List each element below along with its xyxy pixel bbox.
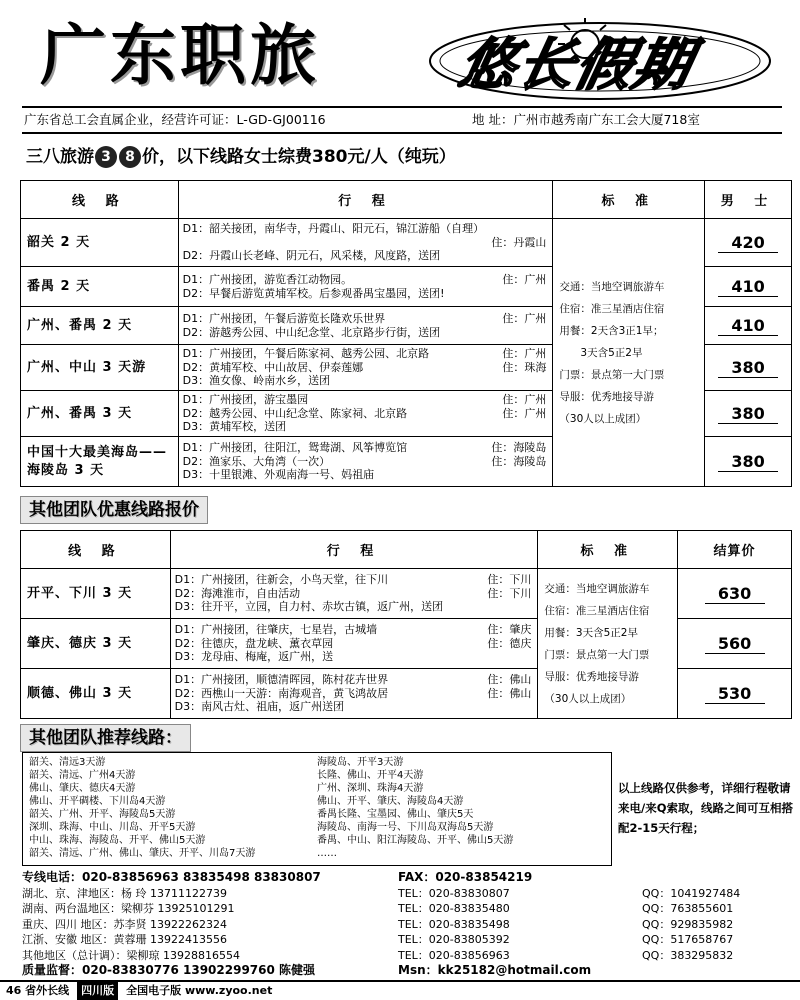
recommended-col-left — [29, 756, 317, 860]
recommended-routes — [22, 752, 612, 866]
list-item: 佛山、肇庆、德庆4天游 — [29, 783, 136, 794]
col-price-male: 男 士 — [705, 181, 792, 219]
itinerary: D1：广州接团，午餐后陈家祠、越秀公园、北京路 住：广州 D2：黄埔军校、中山故居、伊泰莲娜 住：珠海 D3：渔女像、岭南水乡，送团 — [178, 345, 553, 391]
promo-prefix: 三八旅游 — [26, 147, 94, 167]
list-item: 海陵岛、开平3天游 — [317, 757, 404, 768]
list-item: 番禺长隆、宝墨园、佛山、肇庆5天 — [317, 809, 474, 820]
contact-block — [22, 870, 792, 979]
contact-row: 其他地区（总计调）：梁柳琼 13928816554 TEL：020-83856963 QQ：383295832 — [22, 948, 734, 962]
itinerary: D1：广州接团，往阳江，鸳鸯湖、风筝博览馆 住：海陵岛 D2：渔家乐、大角湾（一次） 住：海陵岛 D3：十里银滩、外观南海一号、妈祖庙 — [178, 437, 553, 487]
msn: Msn：kk25182@hotmail.com — [398, 963, 592, 977]
route-name: 广州、番禺 3 天 — [21, 391, 179, 437]
edition-tag: 四川版 — [77, 982, 118, 1000]
section-title-other-routes: 其他团队优惠线路报价 — [20, 496, 208, 524]
col-route: 线 路 — [21, 531, 171, 569]
page-footer — [0, 980, 800, 1000]
quality-supervision: 质量监督：020-83830776 13902299760 陈健强 — [22, 963, 316, 977]
itinerary: D1：广州接团，午餐后游览长隆欢乐世界 住：广州 D2：游越秀公园、中山纪念堂、北京路步行街，送团 — [178, 307, 553, 345]
itinerary: D1：广州接团，往新会，小鸟天堂，往下川 住：下川 D2：海滩淮市，自由活动 住：下川 D3：往开平，立园，自力村、赤坎古镇，返广州，送团 — [170, 569, 538, 619]
header-divider — [22, 106, 782, 108]
promo-digit-2: 8 — [119, 146, 141, 168]
col-settle-price: 结算价 — [678, 531, 792, 569]
price: 420 — [705, 219, 792, 267]
contact-row: 江浙、安徽 地区：黄蓉珊 13922413556 TEL：020-83805392 QQ：517658767 — [22, 933, 734, 946]
promo-suffix: 价，以下线路女士综费380元/人（纯玩） — [142, 147, 456, 167]
list-item: 佛山、开平碉楼、下川岛4天游 — [29, 796, 166, 807]
edition-link[interactable]: 全国电子版 www.zyoo.net — [126, 984, 273, 997]
contact-row: 重庆、四川 地区：苏李贤 13922262324 TEL：020-83835498 QQ：929835982 — [22, 917, 734, 931]
route-table-main — [20, 180, 792, 487]
list-item: 韶关、清远、广州4天游 — [29, 770, 136, 781]
route-name: 韶关 2 天 — [21, 219, 179, 267]
col-standard: 标 准 — [538, 531, 678, 569]
route-name: 肇庆、德庆 3 天 — [21, 619, 171, 669]
price: 410 — [705, 267, 792, 307]
route-name: 广州、番禺 2 天 — [21, 307, 179, 345]
list-item: 长隆、佛山、开平4天游 — [317, 770, 424, 781]
contact-row: 湖南、两台温地区：梁柳芬 13925101291 TEL：020-83835480 QQ：763855601 — [22, 902, 734, 915]
list-item: 深圳、珠海、中山、川岛、开平5天游 — [29, 822, 196, 833]
table-row — [21, 219, 792, 267]
standard-info: 交通：当地空调旅游车 住宿：准三星酒店住宿 用餐：2天含3正1早； 3天含5正2早 门票：景点第一大门票 导服：优秀地接导游 （30人以上成团） — [553, 219, 705, 487]
price: 560 — [678, 619, 792, 669]
itinerary: D1：广州接团，顺德清晖园，陈村花卉世界 住：佛山 D2：西樵山一天游：南海观音，黄飞鸿故居 住：佛山 D3：南风古灶、祖庙，返广州送团 — [170, 669, 538, 719]
price: 410 — [705, 307, 792, 345]
list-item: 韶关、清远3天游 — [29, 757, 106, 768]
list-item: 中山、珠海、海陵岛、开平、佛山5天游 — [29, 835, 206, 846]
info-divider — [22, 132, 782, 134]
col-route: 线 路 — [21, 181, 179, 219]
fax: FAX：020-83854219 — [398, 870, 533, 884]
route-name: 顺德、佛山 3 天 — [21, 669, 171, 719]
col-standard: 标 准 — [553, 181, 705, 219]
itinerary: D1：广州接团，游览香江动物园。 住：广州 D2：早餐后游览黄埔军校。后参观番禺宝墨园，送团! — [178, 267, 553, 307]
price: 380 — [705, 437, 792, 487]
route-name: 番禺 2 天 — [21, 267, 179, 307]
list-item: 番禺、中山、阳江海陵岛、开平、佛山5天游 — [317, 835, 514, 846]
col-itinerary: 行 程 — [178, 181, 553, 219]
itinerary: D1：韶关接团，南华寺，丹霞山、阳元石，锦江游船（自理） 住：丹霞山 D2：丹霞山长老峰、阴元石，风采楼，风度路，送团 — [178, 219, 553, 267]
list-item: …… — [317, 848, 337, 859]
company-address: 地 址：广州市越秀南广东工会大厦718室 — [472, 112, 700, 127]
logo-text: 悠长假期 — [453, 33, 700, 98]
itinerary: D1：广州接团，往肇庆，七星岩，古城墙 住：肇庆 D2：往德庆，盘龙峡、薰衣草园 住：德庆 D3：龙母庙、梅庵，返广州，送 — [170, 619, 538, 669]
list-item: 佛山、开平、肇庆、海陵岛4天游 — [317, 796, 464, 807]
brand-title: 广东职旅 — [40, 17, 320, 94]
company-note: 广东省总工会直属企业，经营许可证：L-GD-GJ00116 — [24, 112, 326, 127]
promo-digit-1: 3 — [95, 146, 117, 168]
price: 380 — [705, 391, 792, 437]
itinerary: D1：广州接团，游宝墨园 住：广州 D2：越秀公园、中山纪念堂、陈家祠、北京路 住：广州 D3：黄埔军校，送团 — [178, 391, 553, 437]
price: 530 — [678, 669, 792, 719]
table-row — [21, 569, 792, 619]
list-item: 海陵岛、南海一号、下川岛双海岛5天游 — [317, 822, 494, 833]
price: 380 — [705, 345, 792, 391]
route-note: 以上线路仅供参考，详细行程敬请来电/来Q索取，线路之间可互相搭配2-15天行程； — [618, 781, 793, 835]
recommended-col-right — [317, 756, 605, 860]
route-name: 开平、下川 3 天 — [21, 569, 171, 619]
hotline: 专线电话：020-83856963 83835498 83830807 — [22, 870, 321, 884]
standard-info: 交通：当地空调旅游车 住宿：准三星酒店住宿 用餐：3天含5正2早 门票：景点第一大门票 导服：优秀地接导游 （30人以上成团） — [538, 569, 678, 719]
route-name: 广州、中山 3 天游 — [21, 345, 179, 391]
route-table-group — [20, 530, 792, 719]
price: 630 — [678, 569, 792, 619]
contact-row: 湖北、京、津地区：杨 玲 13711122739 TEL：020-83830807 QQ：1041927484 — [22, 886, 741, 900]
section-title-recommended: 其他团队推荐线路： — [20, 724, 191, 752]
list-item: 广州、深圳、珠海4天游 — [317, 783, 424, 794]
route-name: 中国十大最美海岛——海陵岛 3 天 — [21, 437, 179, 487]
list-item: 韶关、广州、开平、海陵岛5天游 — [29, 809, 176, 820]
page-number: 46 省外长线 — [6, 984, 70, 997]
col-itinerary: 行 程 — [170, 531, 538, 569]
list-item: 韶关、清远、广州、佛山、肇庆、开平、川岛7天游 — [29, 848, 256, 859]
promo-banner — [26, 146, 456, 168]
